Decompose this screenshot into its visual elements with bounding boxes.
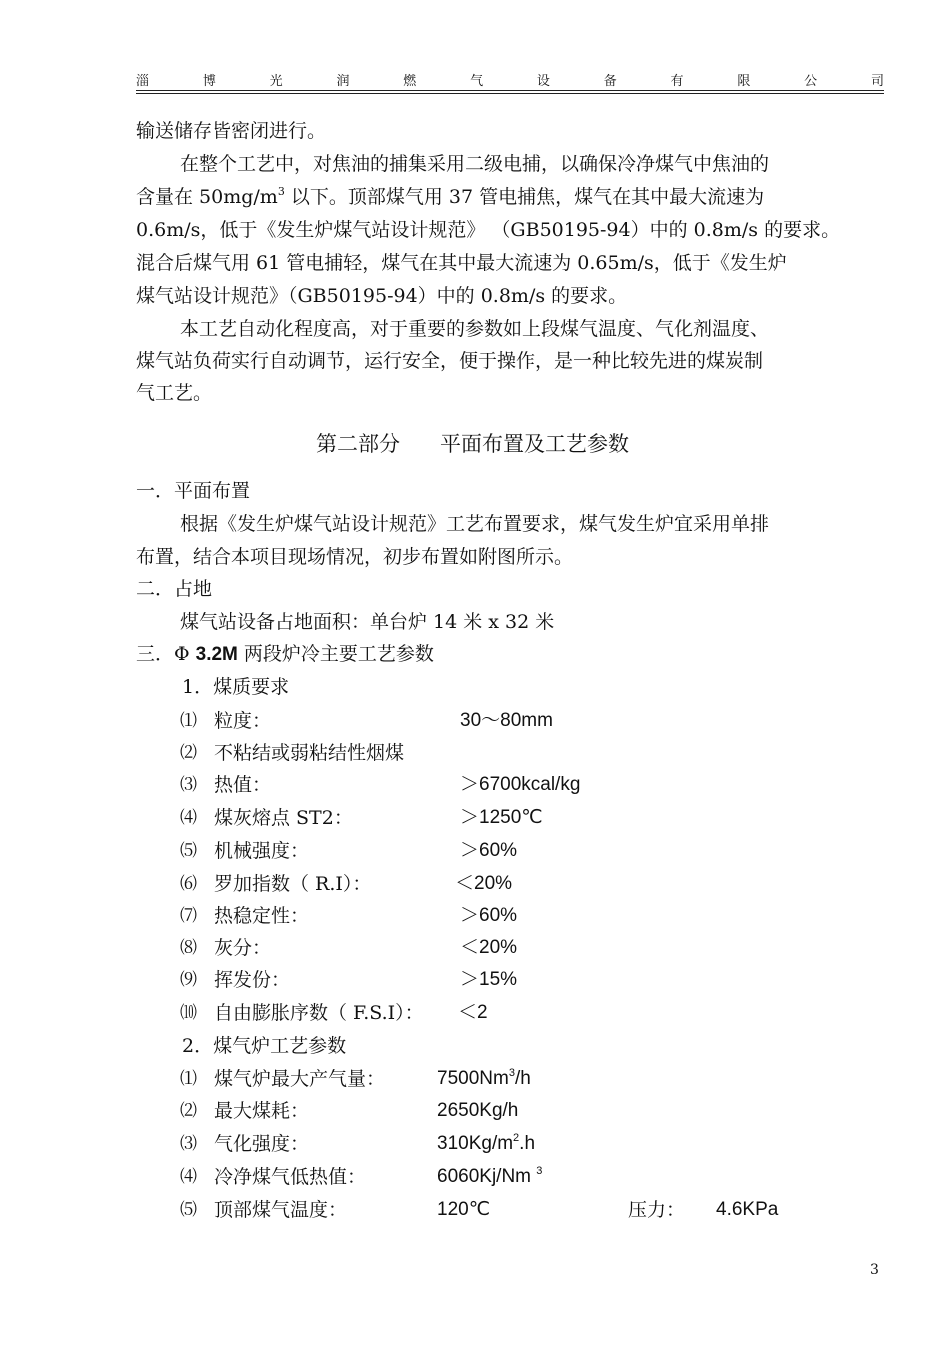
superscript: 2 bbox=[513, 1132, 520, 1144]
item-value: ＞1250℃ bbox=[460, 807, 543, 828]
subheading: 1．煤质要求 bbox=[182, 676, 290, 698]
header-char: 司 bbox=[870, 73, 884, 89]
paragraph-line: 混合后煤气用 61 管电捕轻，煤气在其中最大流速为 0.65m/s，低于《发生炉 bbox=[136, 252, 787, 274]
paragraph-line: 煤气站设计规范》（GB50195-94）中的 0.8m/s 的要求。 bbox=[136, 285, 628, 307]
item-number: ⑸ bbox=[180, 841, 197, 861]
item-value: 30～80mm bbox=[460, 710, 553, 731]
paragraph-line: 输送储存皆密闭进行。 bbox=[136, 120, 327, 142]
item-value: ＞60% bbox=[460, 905, 518, 926]
value-tail: /h bbox=[514, 1068, 531, 1089]
item-label: 热值： bbox=[214, 774, 272, 796]
item-value: 120℃ bbox=[437, 1199, 491, 1220]
header-rule-double bbox=[136, 93, 884, 94]
heading-bold: 3.2M bbox=[195, 644, 238, 665]
header-char: 限 bbox=[737, 73, 751, 89]
paragraph-line: 布置，结合本项目现场情况，初步布置如附图所示。 bbox=[136, 546, 574, 568]
extra-value: 4.6KPa bbox=[716, 1199, 779, 1220]
item-label: 罗加指数（ R.I）： bbox=[214, 873, 372, 895]
section-name: 平面布置及工艺参数 bbox=[440, 432, 629, 456]
value-text: 310Kg/m bbox=[437, 1133, 514, 1154]
superscript: 3 bbox=[508, 1067, 515, 1079]
item-number: ⑼ bbox=[180, 970, 197, 990]
paragraph-line: 在整个工艺中，对焦油的捕集采用二级电捕，以确保冷净煤气中焦油的 bbox=[180, 153, 770, 175]
item-value: 2650Kg/h bbox=[437, 1100, 519, 1121]
item-number: ⑹ bbox=[180, 874, 197, 894]
header-char: 燃 bbox=[403, 73, 417, 89]
item-label: 粒度： bbox=[214, 710, 272, 732]
heading-suffix: 两段炉冷主要工艺参数 bbox=[237, 643, 434, 665]
item-number: ⑸ bbox=[180, 1200, 197, 1220]
item-number: ⑽ bbox=[180, 1003, 197, 1023]
item-label: 机械强度： bbox=[214, 840, 310, 862]
header-char: 备 bbox=[603, 73, 617, 89]
value-text: 6060Kj/Nm bbox=[437, 1166, 537, 1187]
item-number: ⑷ bbox=[180, 1167, 197, 1187]
page-number: 3 bbox=[870, 1262, 879, 1278]
section-part: 第二部分 bbox=[316, 432, 400, 456]
header-char: 光 bbox=[269, 73, 283, 89]
item-number: ⑴ bbox=[180, 1069, 197, 1089]
section-title bbox=[316, 428, 629, 458]
text-run: 以下。顶部煤气用 37 管电捕焦，煤气在其中最大流速为 bbox=[284, 186, 765, 208]
header-char: 淄 bbox=[136, 73, 150, 89]
superscript: 3 bbox=[536, 1165, 543, 1177]
item-value bbox=[437, 1066, 531, 1092]
section-heading: 二．占地 bbox=[136, 578, 213, 600]
item-label: 顶部煤气温度： bbox=[214, 1199, 348, 1221]
item-number: ⑷ bbox=[180, 808, 197, 828]
item-value: ＜2 bbox=[458, 1002, 488, 1023]
header-char: 气 bbox=[470, 73, 484, 89]
item-value bbox=[437, 1164, 542, 1190]
paragraph-line bbox=[136, 184, 764, 210]
item-label: 挥发份： bbox=[214, 969, 291, 991]
header-rule bbox=[136, 90, 884, 91]
header-char: 博 bbox=[202, 73, 216, 89]
header-char: 公 bbox=[804, 73, 818, 89]
item-label: 煤气炉最大产气量： bbox=[214, 1068, 386, 1090]
item-label: 最大煤耗： bbox=[214, 1100, 310, 1122]
heading-prefix: 三．Φ bbox=[136, 643, 196, 665]
paragraph-line: 煤气站设备占地面积：单台炉 14 米 x 32 米 bbox=[180, 611, 555, 633]
paragraph-line: 煤气站负荷实行自动调节，运行安全，便于操作，是一种比较先进的煤炭制 bbox=[136, 350, 764, 372]
page-header bbox=[136, 68, 884, 90]
paragraph-line: 气工艺。 bbox=[136, 382, 213, 404]
subheading: 2．煤气炉工艺参数 bbox=[182, 1035, 347, 1057]
item-number: ⑵ bbox=[180, 743, 197, 763]
item-label: 不粘结或弱粘结性烟煤 bbox=[214, 742, 405, 764]
item-label: 自由膨胀序数（ F.S.I）： bbox=[214, 1002, 424, 1024]
value-text: 7500Nm bbox=[437, 1068, 509, 1089]
paragraph-line: 0.6m/s，低于《发生炉煤气站设计规范》 （GB50195-94）中的 0.8m/s 的要求。 bbox=[136, 219, 841, 241]
paragraph-line: 本工艺自动化程度高，对于重要的参数如上段煤气温度、气化剂温度、 bbox=[180, 318, 770, 340]
superscript: 3 bbox=[277, 185, 285, 198]
item-label: 冷净煤气低热值： bbox=[214, 1166, 367, 1188]
extra-label: 压力： bbox=[628, 1199, 686, 1221]
item-value: ＞6700kcal/kg bbox=[460, 774, 581, 795]
item-value: ＞15% bbox=[460, 969, 518, 990]
item-value: ＞60% bbox=[460, 840, 518, 861]
header-char: 设 bbox=[536, 73, 550, 89]
item-value: ＜20% bbox=[460, 937, 518, 958]
item-label: 煤灰熔点 ST2： bbox=[214, 807, 353, 829]
value-tail: .h bbox=[519, 1133, 536, 1154]
text-run: 含量在 50mg/m bbox=[136, 186, 278, 208]
item-number: ⑶ bbox=[180, 775, 197, 795]
item-number: ⑻ bbox=[180, 938, 197, 958]
item-label: 灰分： bbox=[214, 937, 272, 959]
item-number: ⑶ bbox=[180, 1134, 197, 1154]
section-heading: 一．平面布置 bbox=[136, 480, 251, 502]
item-value bbox=[437, 1131, 535, 1157]
header-char: 润 bbox=[336, 73, 350, 89]
item-number: ⑺ bbox=[180, 906, 197, 926]
item-number: ⑴ bbox=[180, 711, 197, 731]
item-value: ＜20% bbox=[455, 873, 513, 894]
item-label: 热稳定性： bbox=[214, 905, 310, 927]
header-char: 有 bbox=[670, 73, 684, 89]
section-heading bbox=[136, 641, 434, 668]
item-number: ⑵ bbox=[180, 1101, 197, 1121]
paragraph-line: 根据《发生炉煤气站设计规范》工艺布置要求，煤气发生炉宜采用单排 bbox=[180, 513, 770, 535]
item-label: 气化强度： bbox=[214, 1133, 310, 1155]
